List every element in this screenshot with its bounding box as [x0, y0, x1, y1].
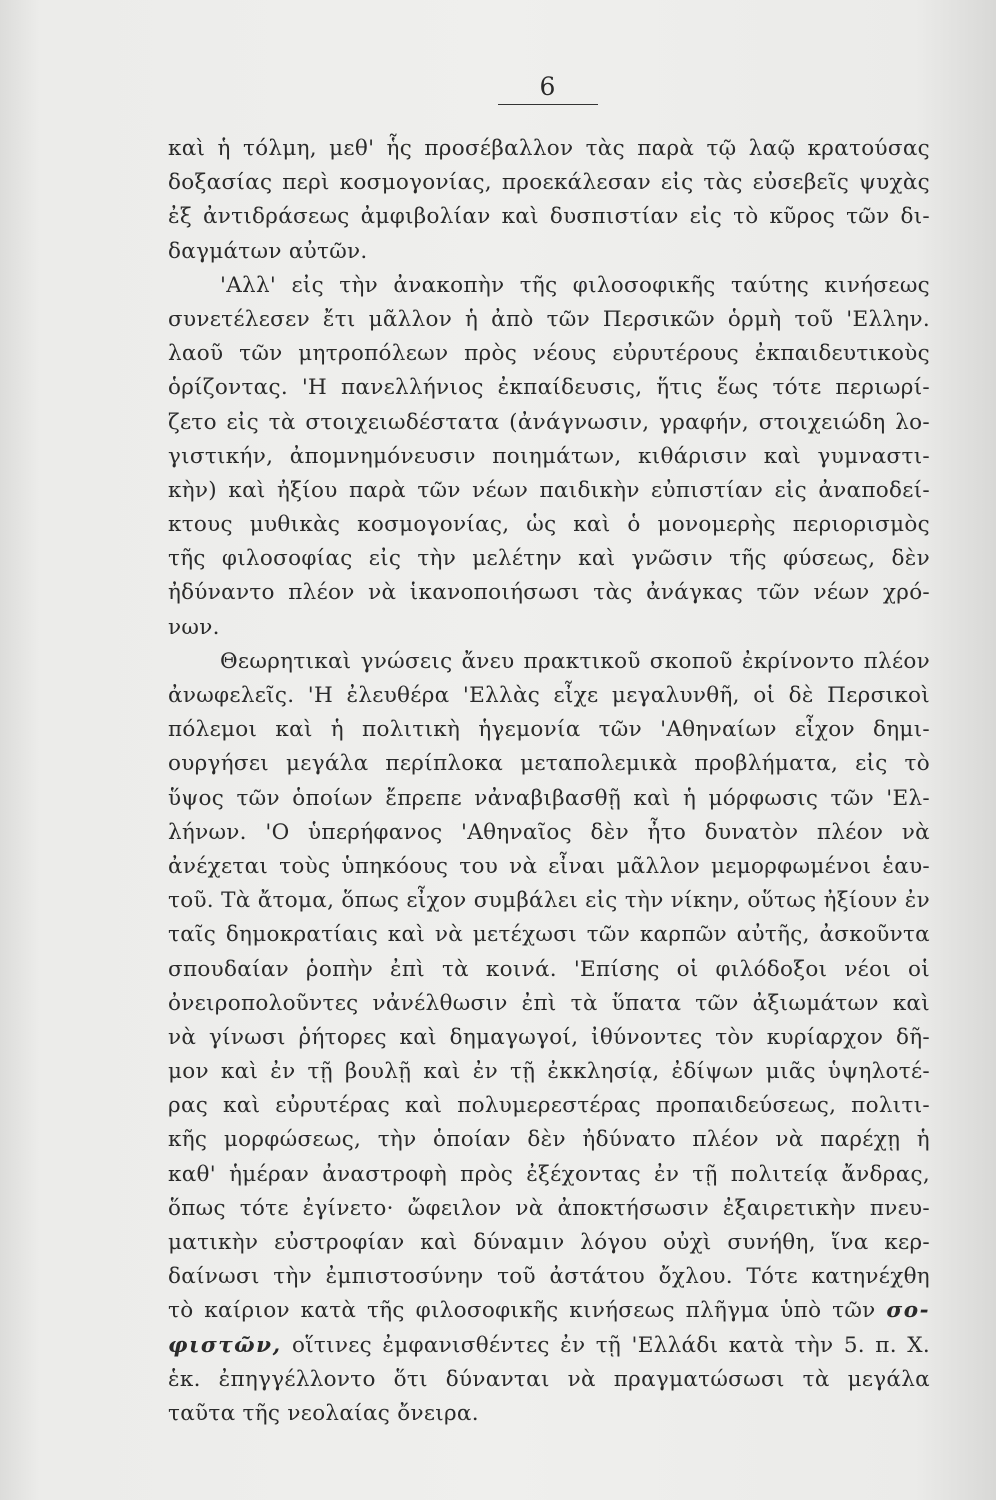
text-line: δαγμάτων αὐτῶν.	[168, 238, 368, 264]
text-line: ὁρίζοντας. 'Η πανελλήνιος ἐκπαίδευσις, ἥτις ἕως τότε περιωρί-	[168, 375, 930, 401]
text-segment: τὸ καίριον κατὰ τῆς φιλοσοφικῆς κινήσεως πλῆγμα ὑπὸ τῶν	[168, 1298, 876, 1324]
text-line: λήνων. 'Ο ὑπερήφανος 'Αθηναῖος δὲν ἦτο δυνατὸν πλέον νὰ	[168, 819, 930, 845]
text-line: συνετέλεσεν ἔτι μᾶλλον ἡ ἀπὸ τῶν Περσικῶν ὁρμὴ τοῦ 'Ελλην.	[168, 306, 930, 332]
text-line: πόλεμοι καὶ ἡ πολιτικὴ ἡγεμονία τῶν 'Αθηναίων εἶχον δημι-	[168, 717, 930, 743]
text-line: κῆς μορφώσεως, τὴν ὁποίαν δὲν ἠδύνατο πλέον νὰ παρέχῃ ἡ	[168, 1127, 930, 1153]
text-line: δοξασίας περὶ κοσμογονίας, προεκάλεσαν εἰς τὰς εὐσεβεῖς ψυχὰς	[168, 170, 930, 196]
text-line: ταῦτα τῆς νεολαίας ὄνειρα.	[168, 1400, 479, 1426]
text-line: ὅπως τότε ἐγίνετο· ὤφειλον νὰ ἀποκτήσωσιν ἐξαιρετικὴν πνευ-	[168, 1195, 930, 1221]
text-line: ουργήσει μεγάλα περίπλοκα μεταπολεμικὰ προβλήματα, εἰς τὸ	[168, 751, 930, 777]
text-line: νων.	[168, 614, 220, 640]
text-line: ρας καὶ εὐρυτέρας καὶ πολυμερεστέρας προπαιδεύσεως, πολιτι-	[168, 1093, 930, 1119]
text-line: ταῖς δημοκρατίαις καὶ νὰ μετέχωσι τῶν καρπῶν αὐτῆς, ἀσκοῦντα	[168, 922, 930, 948]
text-line: σπουδαίαν ῥοπὴν ἐπὶ τὰ κοινά. 'Επίσης οἱ φιλόδοξοι νέοι οἱ	[168, 956, 930, 982]
text-line: καὶ ἡ τόλμη, μεθ' ἧς προσέβαλλον τὰς παρὰ τῷ λαῷ κρατούσας	[168, 136, 930, 161]
text-line: νὰ γίνωσι ῥήτορες καὶ δημαγωγοί, ἰθύνοντες τὸν κυρίαρχον δῆ-	[168, 1024, 930, 1050]
text-line: ματικὴν εὐστροφίαν καὶ δύναμιν λόγου οὐχὶ συνήθη, ἵνα κερ-	[168, 1230, 930, 1255]
page-number: 6	[539, 72, 557, 101]
text-line: ἀνέχεται τοὺς ὑπηκόους του νὰ εἶναι μᾶλλον μεμορφωμένοι ἑαυ-	[168, 853, 930, 879]
text-line: ἑκ. ἐπηγγέλλοντο ὅτι δύνανται νὰ πραγματώσωσι τὰ μεγάλα	[168, 1366, 930, 1392]
emphasized-term: σο-	[886, 1298, 930, 1324]
text-line: ζετο εἰς τὰ στοιχειωδέστατα (ἀνάγνωσιν, γραφήν, στοιχειώδη λο-	[168, 409, 930, 435]
text-line: τοῦ. Τὰ ἄτομα, ὅπως εἶχον συμβάλει εἰς τὴν νίκην, οὕτως ἠξίουν ἐν	[168, 888, 930, 914]
text-line: ὀνειροπολοῦντες νἀνέλθωσιν ἐπὶ τὰ ὕπατα τῶν ἀξιωμάτων καὶ	[168, 990, 930, 1016]
text-line: ὕψος τῶν ὁποίων ἔπρεπε νἀναβιβασθῇ καὶ ἡ μόρφωσις τῶν 'Ελ-	[168, 785, 930, 811]
body-text	[168, 132, 930, 1431]
text-line: 'Αλλ' εἰς τὴν ἀνακοπὴν τῆς φιλοσοφικῆς ταύτης κινήσεως	[220, 272, 930, 298]
text-line-with-emphasis	[168, 1329, 930, 1363]
text-line: ἠδύναντο πλέον νὰ ἱκανοποιήσωσι τὰς ἀνάγκας τῶν νέων χρό-	[168, 580, 930, 606]
text-line: δαίνωσι τὴν ἐμπιστοσύνην τοῦ ἀστάτου ὄχλου. Τότε κατηνέχθη	[168, 1264, 930, 1290]
text-line: Θεωρητικαὶ γνώσεις ἄνευ πρακτικοῦ σκοποῦ ἐκρίνοντο πλέον	[220, 648, 930, 674]
page-number-rule	[498, 104, 598, 105]
emphasized-term: φιστῶν,	[168, 1332, 282, 1358]
text-line: ἀνωφελεῖς. 'Η ἐλευθέρα 'Ελλὰς εἶχε μεγαλυνθῆ, οἱ δὲ Περσικοὶ	[168, 683, 930, 708]
text-line: τῆς φιλοσοφίας εἰς τὴν μελέτην καὶ γνῶσιν τῆς φύσεως, δὲν	[168, 546, 930, 572]
text-line: καθ' ἡμέραν ἀναστροφὴ πρὸς ἐξέχοντας ἐν τῇ πολιτείᾳ ἄνδρας,	[168, 1161, 930, 1187]
text-segment: οἵτινες ἐμφανισθέντες ἐν τῇ 'Ελλάδι κατὰ τὴν 5. π. Χ.	[291, 1332, 930, 1358]
text-line: κὴν) καὶ ἠξίου παρὰ τῶν νέων παιδικὴν εὐπιστίαν εἰς ἀναποδεί-	[168, 477, 930, 503]
text-line: κτους μυθικὰς κοσμογονίας, ὡς καὶ ὁ μονομερὴς περιορισμὸς	[168, 512, 930, 538]
text-line: λαοῦ τῶν μητροπόλεων πρὸς νέους εὐρυτέρους ἐκπαιδευτικοὺς	[168, 341, 930, 367]
text-line: ἐξ ἀντιδράσεως ἀμφιβολίαν καὶ δυσπιστίαν εἰς τὸ κῦρος τῶν δι-	[168, 204, 930, 230]
text-line-with-emphasis	[168, 1294, 930, 1328]
text-line: μον καὶ ἐν τῇ βουλῇ καὶ ἐν τῇ ἐκκλησίᾳ, ἐδίψων μιᾶς ὑψηλοτέ-	[168, 1059, 930, 1085]
text-line: γιστικήν, ἀπομνημόνευσιν ποιημάτων, κιθάρισιν καὶ γυμναστι-	[168, 443, 930, 469]
